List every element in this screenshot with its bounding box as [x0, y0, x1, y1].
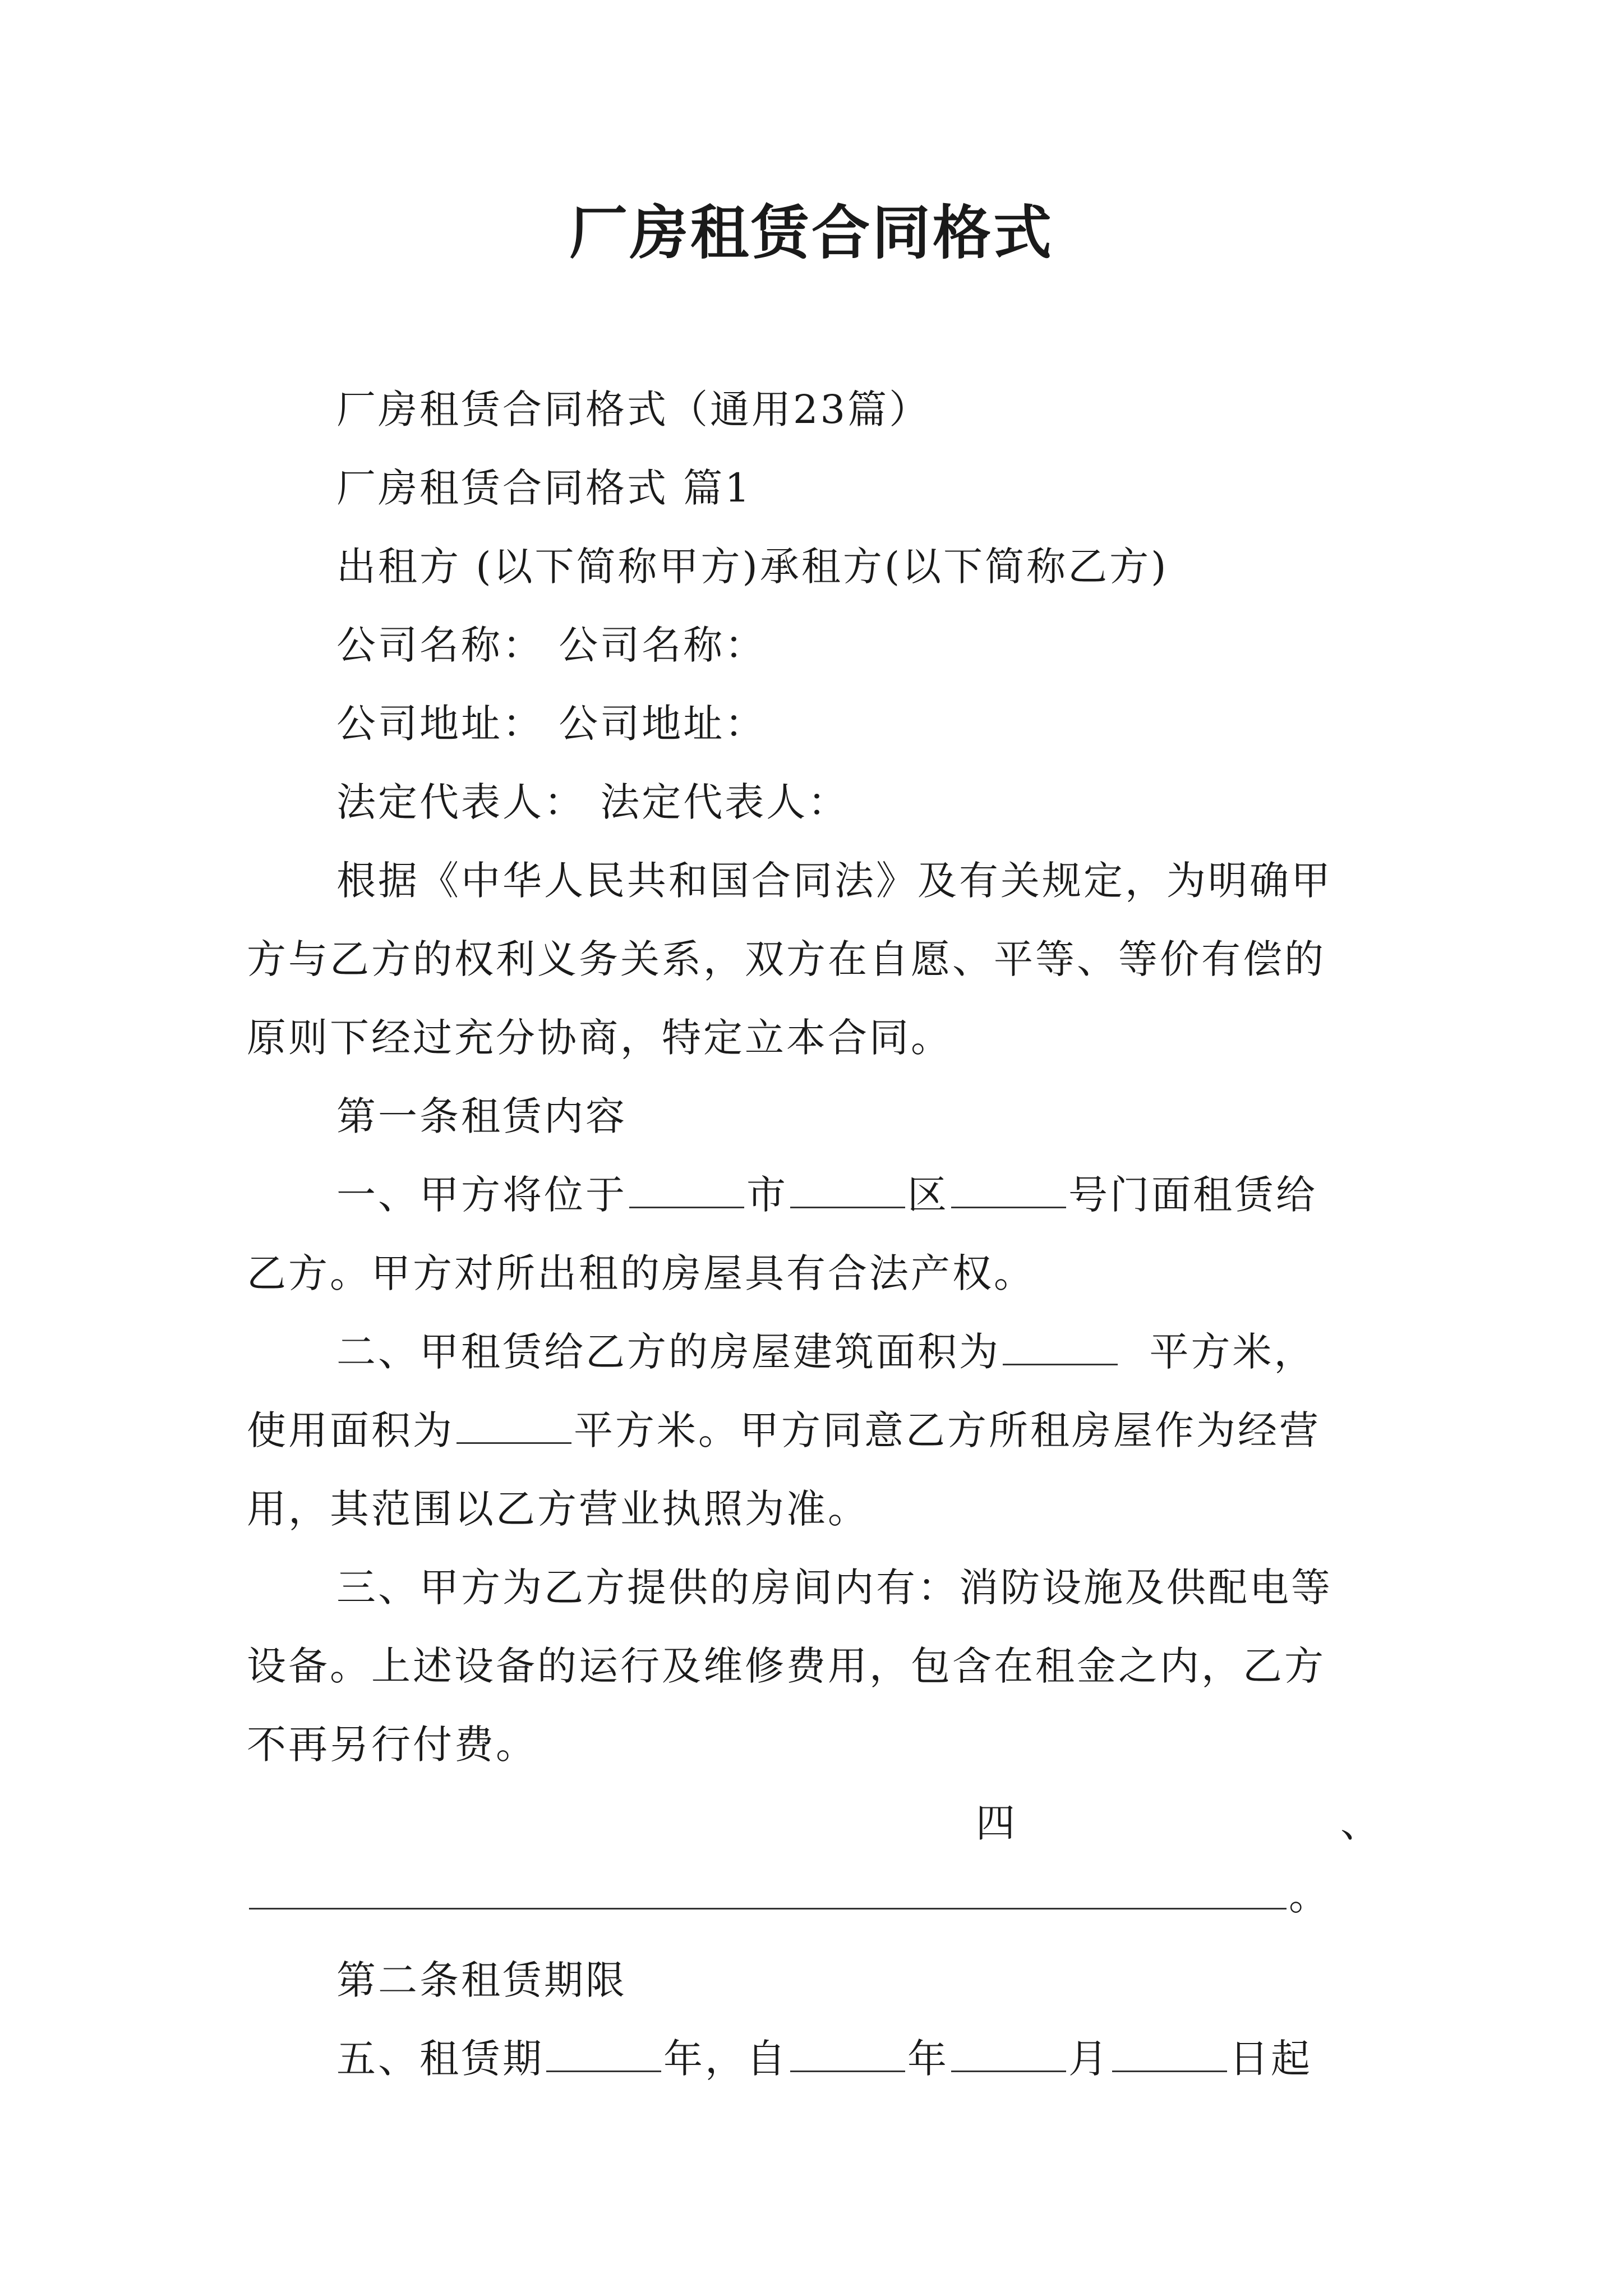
clause1-city: 市 [746, 1172, 788, 1218]
clause1-district: 区 [907, 1172, 949, 1218]
clause2-prefix: 二、甲租赁给乙方的房屋建筑面积为 [336, 1329, 1000, 1375]
clause5-day: 日起 [1229, 2036, 1312, 2082]
blank-line [1003, 1324, 1118, 1365]
parties-line: 出租方 (以下简称甲方)承租方(以下简称乙方) [336, 544, 1169, 590]
clause5-prefix: 五、租赁期 [336, 2036, 544, 2082]
clause5-line [336, 2031, 1312, 2087]
clause4-number: 四 [976, 1800, 1017, 1846]
section-heading: 厂房租赁合同格式 篇1 [336, 465, 752, 511]
clause3-line: 三、甲方为乙方提供的房间内有：消防设施及供配电等 [336, 1565, 1332, 1611]
blank-line [629, 1167, 744, 1208]
clause4-blank-line [247, 1868, 1330, 1924]
preamble-line: 原则下经过充分协商，特定立本合同。 [247, 1015, 952, 1061]
clause5-year: 年，自 [663, 2036, 788, 2082]
blank-line [1112, 2031, 1227, 2072]
clause4-separator: 、 [1340, 1800, 1382, 1846]
clause2-line3: 用，其范围以乙方营业执照为准。 [247, 1486, 869, 1532]
clause1-prefix: 一、甲方将位于 [336, 1172, 627, 1218]
preamble-line: 方与乙方的权利义务关系，双方在自愿、平等、等价有偿的 [247, 936, 1326, 982]
clause1-line2: 乙方。甲方对所出租的房屋具有合法产权。 [247, 1250, 1035, 1296]
blank-line [951, 1167, 1066, 1208]
clause3-line: 不再另行付费。 [247, 1722, 537, 1768]
blank-line [790, 2031, 905, 2072]
article1-heading: 第一条租赁内容 [336, 1093, 627, 1139]
clause2-line2-prefix: 使用面积为 [247, 1407, 454, 1453]
clause5-month: 月 [1068, 2036, 1110, 2082]
preamble-line: 根据《中华人民共和国合同法》及有关规定，为明确甲 [336, 858, 1332, 904]
company-name-line: 公司名称： 公司名称： [336, 622, 767, 668]
clause2-line2 [247, 1402, 1321, 1458]
legal-rep-line: 法定代表人： 法定代表人： [336, 779, 850, 825]
clause1-line [336, 1167, 1317, 1223]
clause3-line: 设备。上述设备的运行及维修费用，包含在租金之内，乙方 [247, 1643, 1326, 1689]
blank-line [546, 2031, 661, 2072]
clause2-line [336, 1324, 1316, 1380]
blank-line [951, 2031, 1066, 2072]
clause5-year2: 年 [907, 2036, 949, 2082]
blank-line [457, 1403, 571, 1444]
clause1-suffix: 号门面租赁给 [1068, 1172, 1317, 1218]
subtitle: 厂房租赁合同格式（通用23篇） [336, 386, 931, 432]
document-title: 厂房租赁合同格式 [569, 198, 1054, 267]
clause2-line2-suffix: 平方米。甲方同意乙方所租房屋作为经营 [574, 1407, 1321, 1453]
blank-line [249, 1869, 1287, 1910]
clause4-end: 。 [1289, 1873, 1330, 1919]
article2-heading: 第二条租赁期限 [336, 1957, 627, 2003]
clause2-unit: 平方米， [1149, 1329, 1316, 1375]
blank-line [790, 1167, 905, 1208]
company-address-line: 公司地址： 公司地址： [336, 701, 767, 747]
